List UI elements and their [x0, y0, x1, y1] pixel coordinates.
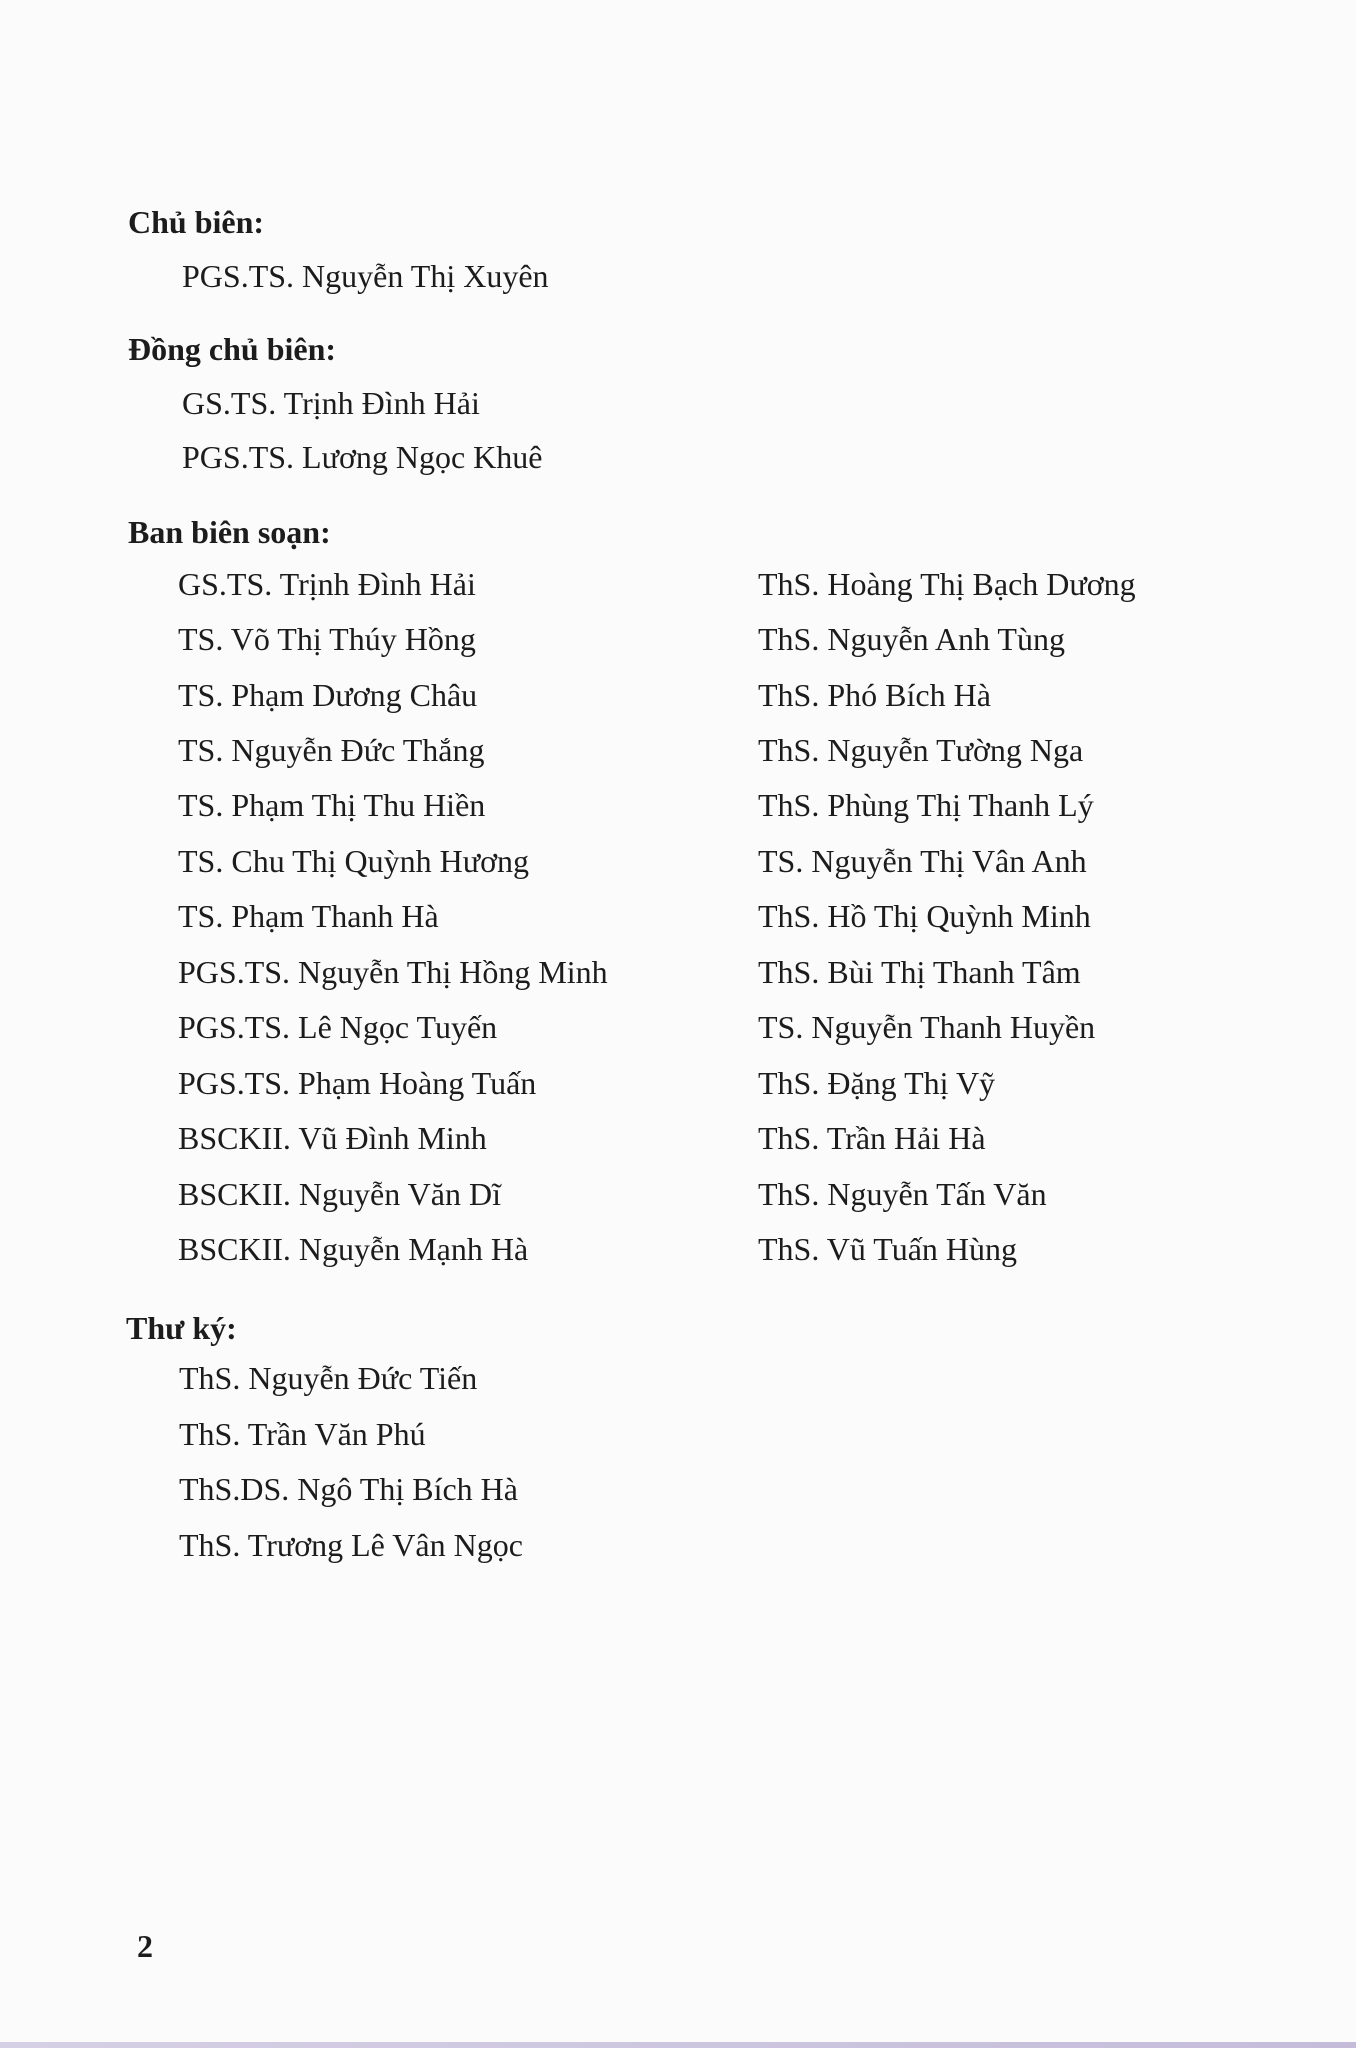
board-member-name: ThS. Nguyễn Tường Nga — [758, 732, 1084, 768]
board-member-name: ThS. Phó Bích Hà — [758, 677, 991, 713]
editor-in-chief-heading: Chủ biên: — [128, 204, 265, 240]
board-member-name: ThS. Đặng Thị Vỹ — [758, 1065, 996, 1101]
co-editors-heading: Đồng chủ biên: — [128, 331, 337, 367]
board-member-name: TS. Phạm Dương Châu — [178, 677, 478, 713]
secretary-name: ThS. Trần Văn Phú — [179, 1416, 426, 1452]
board-member-name: TS. Phạm Thị Thu Hiền — [178, 787, 486, 823]
board-member-name: ThS. Phùng Thị Thanh Lý — [758, 787, 1094, 823]
editor-in-chief-name: PGS.TS. Nguyễn Thị Xuyên — [182, 258, 549, 294]
board-member-name: ThS. Trần Hải Hà — [758, 1120, 986, 1156]
board-member-name: BSCKII. Nguyễn Mạnh Hà — [178, 1231, 529, 1267]
editorial-board-heading: Ban biên soạn: — [128, 514, 331, 550]
page-number: 2 — [137, 1928, 153, 1964]
board-member-name: TS. Võ Thị Thúy Hồng — [178, 621, 476, 657]
secretary-name: ThS. Nguyễn Đức Tiến — [179, 1360, 478, 1396]
co-editor-name: PGS.TS. Lương Ngọc Khuê — [182, 439, 543, 475]
board-member-name: BSCKII. Vũ Đình Minh — [178, 1120, 487, 1156]
secretaries-heading: Thư ký: — [126, 1310, 237, 1346]
board-member-name: ThS. Hồ Thị Quỳnh Minh — [758, 898, 1091, 934]
board-member-name: ThS. Nguyễn Tấn Văn — [758, 1176, 1047, 1212]
board-member-name: PGS.TS. Lê Ngọc Tuyến — [178, 1009, 498, 1045]
page-bottom-edge — [0, 2042, 1356, 2048]
board-member-name: ThS. Nguyễn Anh Tùng — [758, 621, 1065, 657]
board-member-name: GS.TS. Trịnh Đình Hải — [178, 566, 476, 602]
board-member-name: TS. Nguyễn Thanh Huyền — [758, 1009, 1096, 1045]
board-member-name: TS. Nguyễn Đức Thắng — [178, 732, 485, 768]
board-member-name: PGS.TS. Nguyễn Thị Hồng Minh — [178, 954, 608, 990]
board-member-name: TS. Phạm Thanh Hà — [178, 898, 439, 934]
board-member-name: ThS. Bùi Thị Thanh Tâm — [758, 954, 1081, 990]
board-member-name: BSCKII. Nguyễn Văn Dĩ — [178, 1176, 501, 1212]
board-member-name: TS. Nguyễn Thị Vân Anh — [758, 843, 1087, 879]
board-member-name: ThS. Hoàng Thị Bạch Dương — [758, 566, 1136, 602]
secretary-name: ThS.DS. Ngô Thị Bích Hà — [179, 1471, 518, 1507]
co-editor-name: GS.TS. Trịnh Đình Hải — [182, 385, 480, 421]
board-member-name: ThS. Vũ Tuấn Hùng — [758, 1231, 1018, 1267]
secretary-name: ThS. Trương Lê Vân Ngọc — [179, 1527, 523, 1563]
board-member-name: PGS.TS. Phạm Hoàng Tuấn — [178, 1065, 537, 1101]
board-member-name: TS. Chu Thị Quỳnh Hương — [178, 843, 530, 879]
